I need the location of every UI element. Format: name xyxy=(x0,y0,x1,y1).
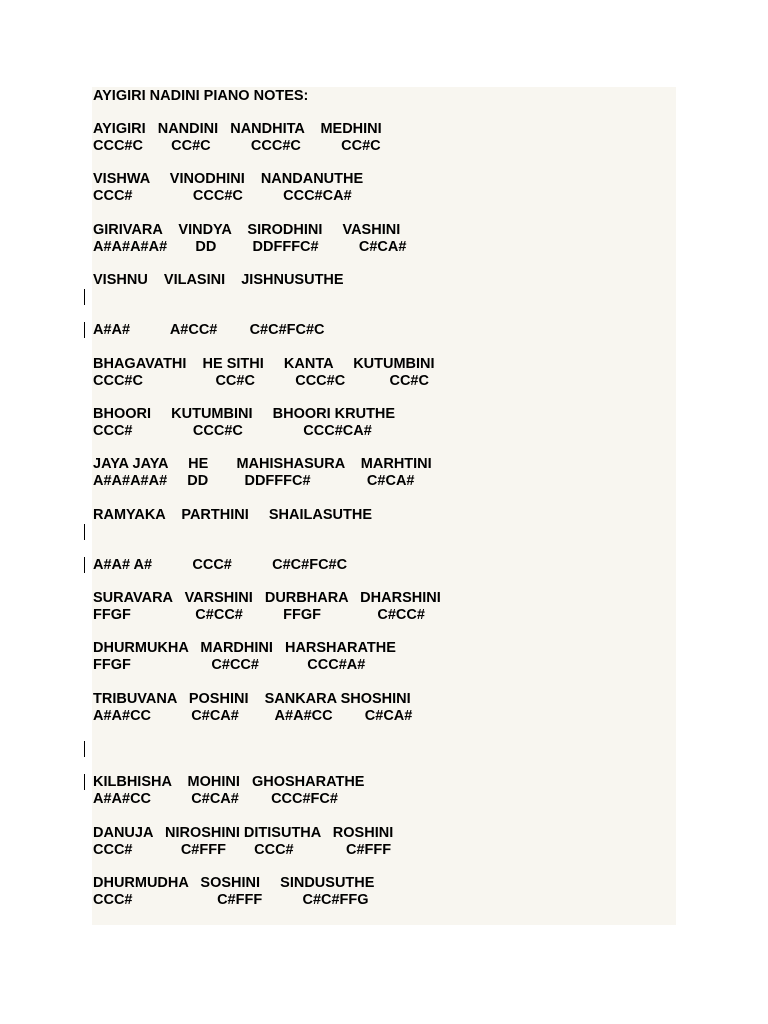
text-cursor xyxy=(84,557,85,573)
verse-16-notes: CCC# C#FFF C#C#FFG xyxy=(93,892,369,908)
verse-12-notes: FFGF C#CC# CCC#A# xyxy=(93,657,366,673)
verse-16-lyrics: DHURMUDHA SOSHINI SINDUSUTHE xyxy=(93,875,375,891)
text-cursor xyxy=(84,524,85,540)
verse-8-lyrics: JAYA JAYA HE MAHISHASURA MARHTINI xyxy=(93,456,432,472)
verse-10-notes: A#A# A# CCC# C#C#FC#C xyxy=(93,557,348,573)
verse-9-lyrics: RAMYAKA PARTHINI SHAILASUTHE xyxy=(93,507,373,523)
verse-12-lyrics: DHURMUKHA MARDHINI HARSHARATHE xyxy=(93,640,396,656)
verse-8-notes: A#A#A#A# DD DDFFFC# C#CA# xyxy=(93,473,415,489)
verse-5-notes: A#A# A#CC# C#C#FC#C xyxy=(93,322,325,338)
document-title: AYIGIRI NADINI PIANO NOTES: xyxy=(93,88,309,104)
verse-11-notes: FFGF C#CC# FFGF C#CC# xyxy=(93,607,425,623)
verse-6-notes: CCC#C CC#C CCC#C CC#C xyxy=(93,373,429,389)
verse-6-lyrics: BHAGAVATHI HE SITHI KANTA KUTUMBINI xyxy=(93,356,435,372)
verse-14-notes: A#A#CC C#CA# CCC#FC# xyxy=(93,791,338,807)
text-cursor xyxy=(84,289,85,305)
text-cursor xyxy=(84,322,85,338)
verse-14-lyrics: KILBHISHA MOHINI GHOSHARATHE xyxy=(93,774,365,790)
verse-2-lyrics: VISHWA VINODHINI NANDANUTHE xyxy=(93,171,364,187)
verse-1-lyrics: AYIGIRI NANDINI NANDHITA MEDHINI xyxy=(93,121,382,137)
text-cursor xyxy=(84,741,85,757)
verse-15-notes: CCC# C#FFF CCC# C#FFF xyxy=(93,842,392,858)
verse-3-notes: A#A#A#A# DD DDFFFC# C#CA# xyxy=(93,239,407,255)
verse-4-lyrics: VISHNU VILASINI JISHNUSUTHE xyxy=(93,272,344,288)
text-cursor xyxy=(84,774,85,790)
verse-2-notes: CCC# CCC#C CCC#CA# xyxy=(93,188,352,204)
verse-11-lyrics: SURAVARA VARSHINI DURBHARA DHARSHINI xyxy=(93,590,441,606)
verse-1-notes: CCC#C CC#C CCC#C CC#C xyxy=(93,138,381,154)
verse-13-notes: A#A#CC C#CA# A#A#CC C#CA# xyxy=(93,708,413,724)
verse-15-lyrics: DANUJA NIROSHINI DITISUTHA ROSHINI xyxy=(93,825,394,841)
verse-13-lyrics: TRIBUVANA POSHINI SANKARA SHOSHINI xyxy=(93,691,411,707)
verse-3-lyrics: GIRIVARA VINDYA SIRODHINI VASHINI xyxy=(93,222,401,238)
verse-7-notes: CCC# CCC#C CCC#CA# xyxy=(93,423,372,439)
verse-7-lyrics: BHOORI KUTUMBINI BHOORI KRUTHE xyxy=(93,406,396,422)
